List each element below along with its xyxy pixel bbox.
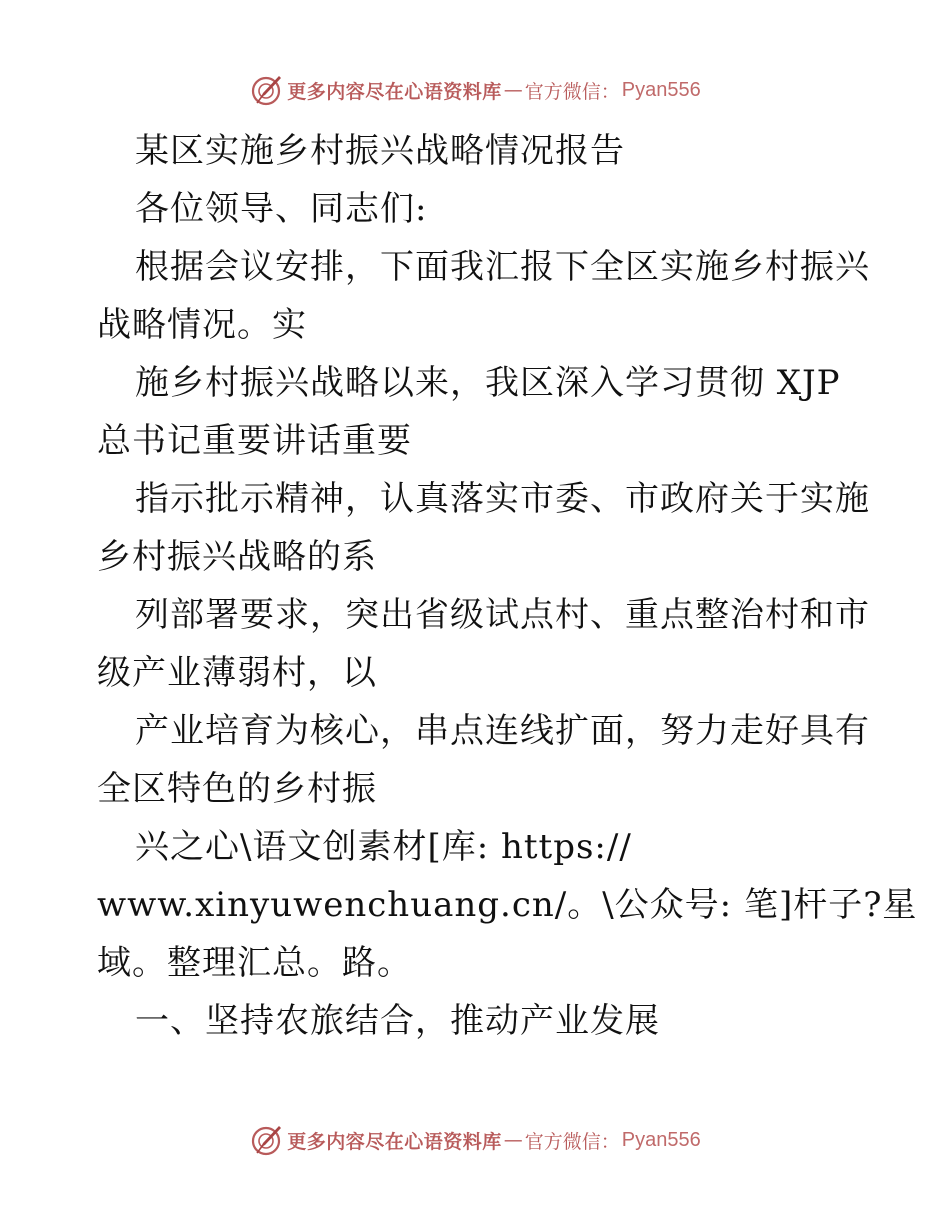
quill-logo-icon: [249, 1123, 283, 1157]
paragraph-line: 总书记重要讲话重要: [97, 421, 412, 461]
watermark-separator: —: [503, 1129, 523, 1151]
paragraph-line: 根据会议安排，下面我汇报下全区实施乡村振兴: [135, 247, 870, 287]
quill-logo-icon: [249, 73, 283, 107]
watermark-separator: —: [503, 79, 523, 101]
paragraph-line: 战略情况。实: [97, 305, 307, 345]
salutation: 各位领导、同志们:: [135, 189, 428, 229]
paragraph-line: 产业培育为核心，串点连线扩面，努力走好具有: [135, 711, 870, 751]
watermark-wechat-id: Pyan556: [621, 1128, 701, 1151]
paragraph-line: 域。整理汇总。路。: [97, 943, 412, 983]
paragraph-line: 指示批示精神，认真落实市委、市政府关于实施: [135, 479, 870, 519]
watermark-wechat-label: 官方微信：: [524, 80, 620, 103]
paragraph-line: 级产业薄弱村，以: [97, 653, 377, 693]
document-body: [97, 122, 918, 1050]
paragraph-line: 乡村振兴战略的系: [97, 537, 377, 577]
paragraph-line: www.xinyuwenchuang.cn/。\公众号: 笔]杆子?星: [97, 885, 918, 925]
document-title: 某区实施乡村振兴战略情况报告: [135, 131, 625, 171]
watermark-wechat-label: 官方微信：: [524, 1130, 620, 1153]
paragraph-line: 兴之心\语文创素材[库: https://: [135, 827, 632, 867]
watermark-site-text: 更多内容尽在心语资料库: [287, 1130, 502, 1153]
header-watermark: [0, 70, 950, 110]
paragraph-line: 列部署要求，突出省级试点村、重点整治村和市: [135, 595, 870, 635]
watermark-wechat-id: Pyan556: [621, 78, 701, 101]
paragraph-line: 全区特色的乡村振: [97, 769, 377, 809]
footer-watermark: [0, 1120, 950, 1160]
paragraph-line: 施乡村振兴战略以来，我区深入学习贯彻 XJP: [135, 363, 841, 403]
watermark-site-text: 更多内容尽在心语资料库: [287, 80, 502, 103]
section-heading: 一、坚持农旅结合，推动产业发展: [135, 1001, 660, 1041]
